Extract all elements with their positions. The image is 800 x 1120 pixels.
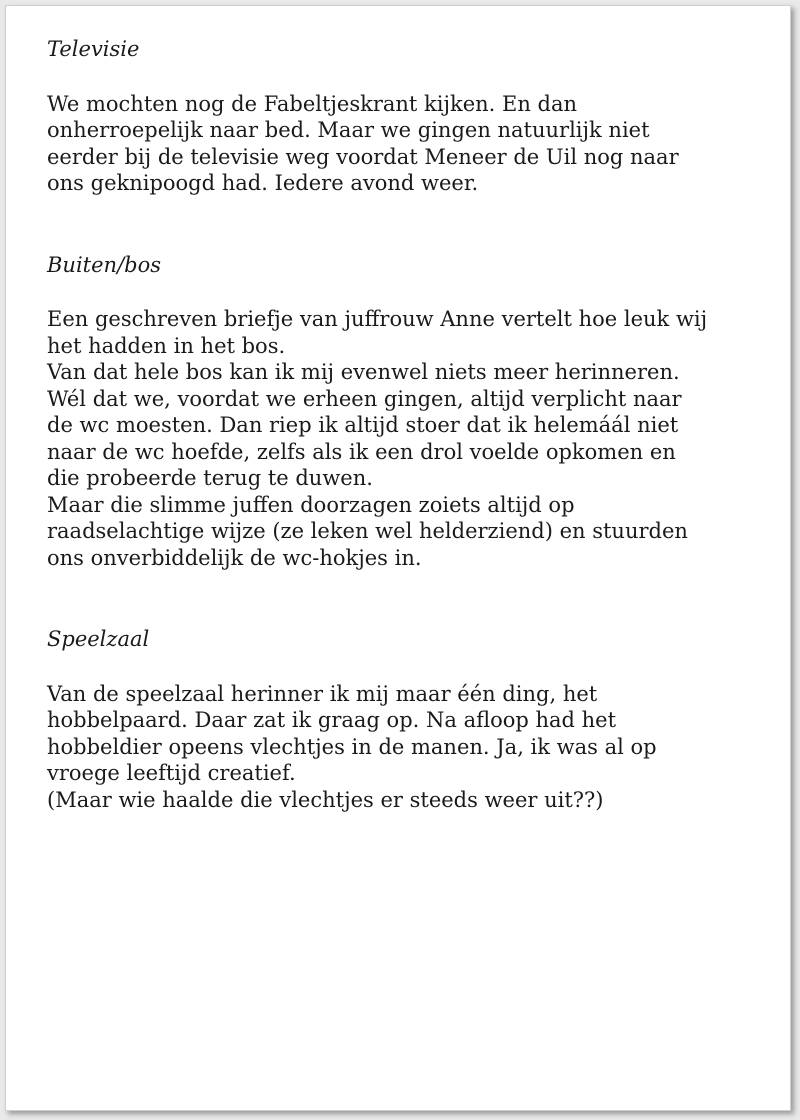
section-heading: Buiten/bos (47, 252, 162, 277)
section-televisie (47, 36, 787, 197)
document-page (5, 5, 791, 1111)
section-paragraph: Een geschreven briefje van juffrouw Anne vertelt hoe leuk wij het hadden in het bos. Van dat hele bos kan ik mij evenwel niets meer herinneren. Wél dat we, voordat we erheen gingen, altijd verplicht naar de wc moesten. Dan riep ik altijd stoer dat ik helemáál niet naar de wc hoefde, zelfs als ik een drol voelde opkomen en die probeerde terug te duwen. Maar die slimme juffen doorzagen zoiets altijd op raadselachtige wijze (ze leken wel helderziend) en stuurden ons onverbiddelijk de wc-hokjes in. (47, 307, 708, 570)
section-paragraph: Van de speelzaal herinner ik mij maar één ding, het hobbelpaard. Daar zat ik graag op. Na afloop had het hobbeldier opeens vlechtjes in de manen. Ja, ik was al op vroege leeftijd creatief. (Maar wie haalde die vlechtjes er steeds weer uit??) (47, 681, 657, 812)
section-paragraph: We mochten nog de Fabeltjeskrant kijken. En dan onherroepelijk naar bed. Maar we gingen natuurlijk niet eerder bij de televisie weg voordat Meneer de Uil nog naar ons geknipoogd had. Iedere avond weer. (47, 91, 679, 195)
section-buiten-bos (47, 252, 787, 572)
section-heading: Televisie (47, 37, 140, 61)
document-content (47, 36, 787, 813)
section-speelzaal (47, 626, 787, 813)
section-heading: Speelzaal (47, 627, 150, 651)
